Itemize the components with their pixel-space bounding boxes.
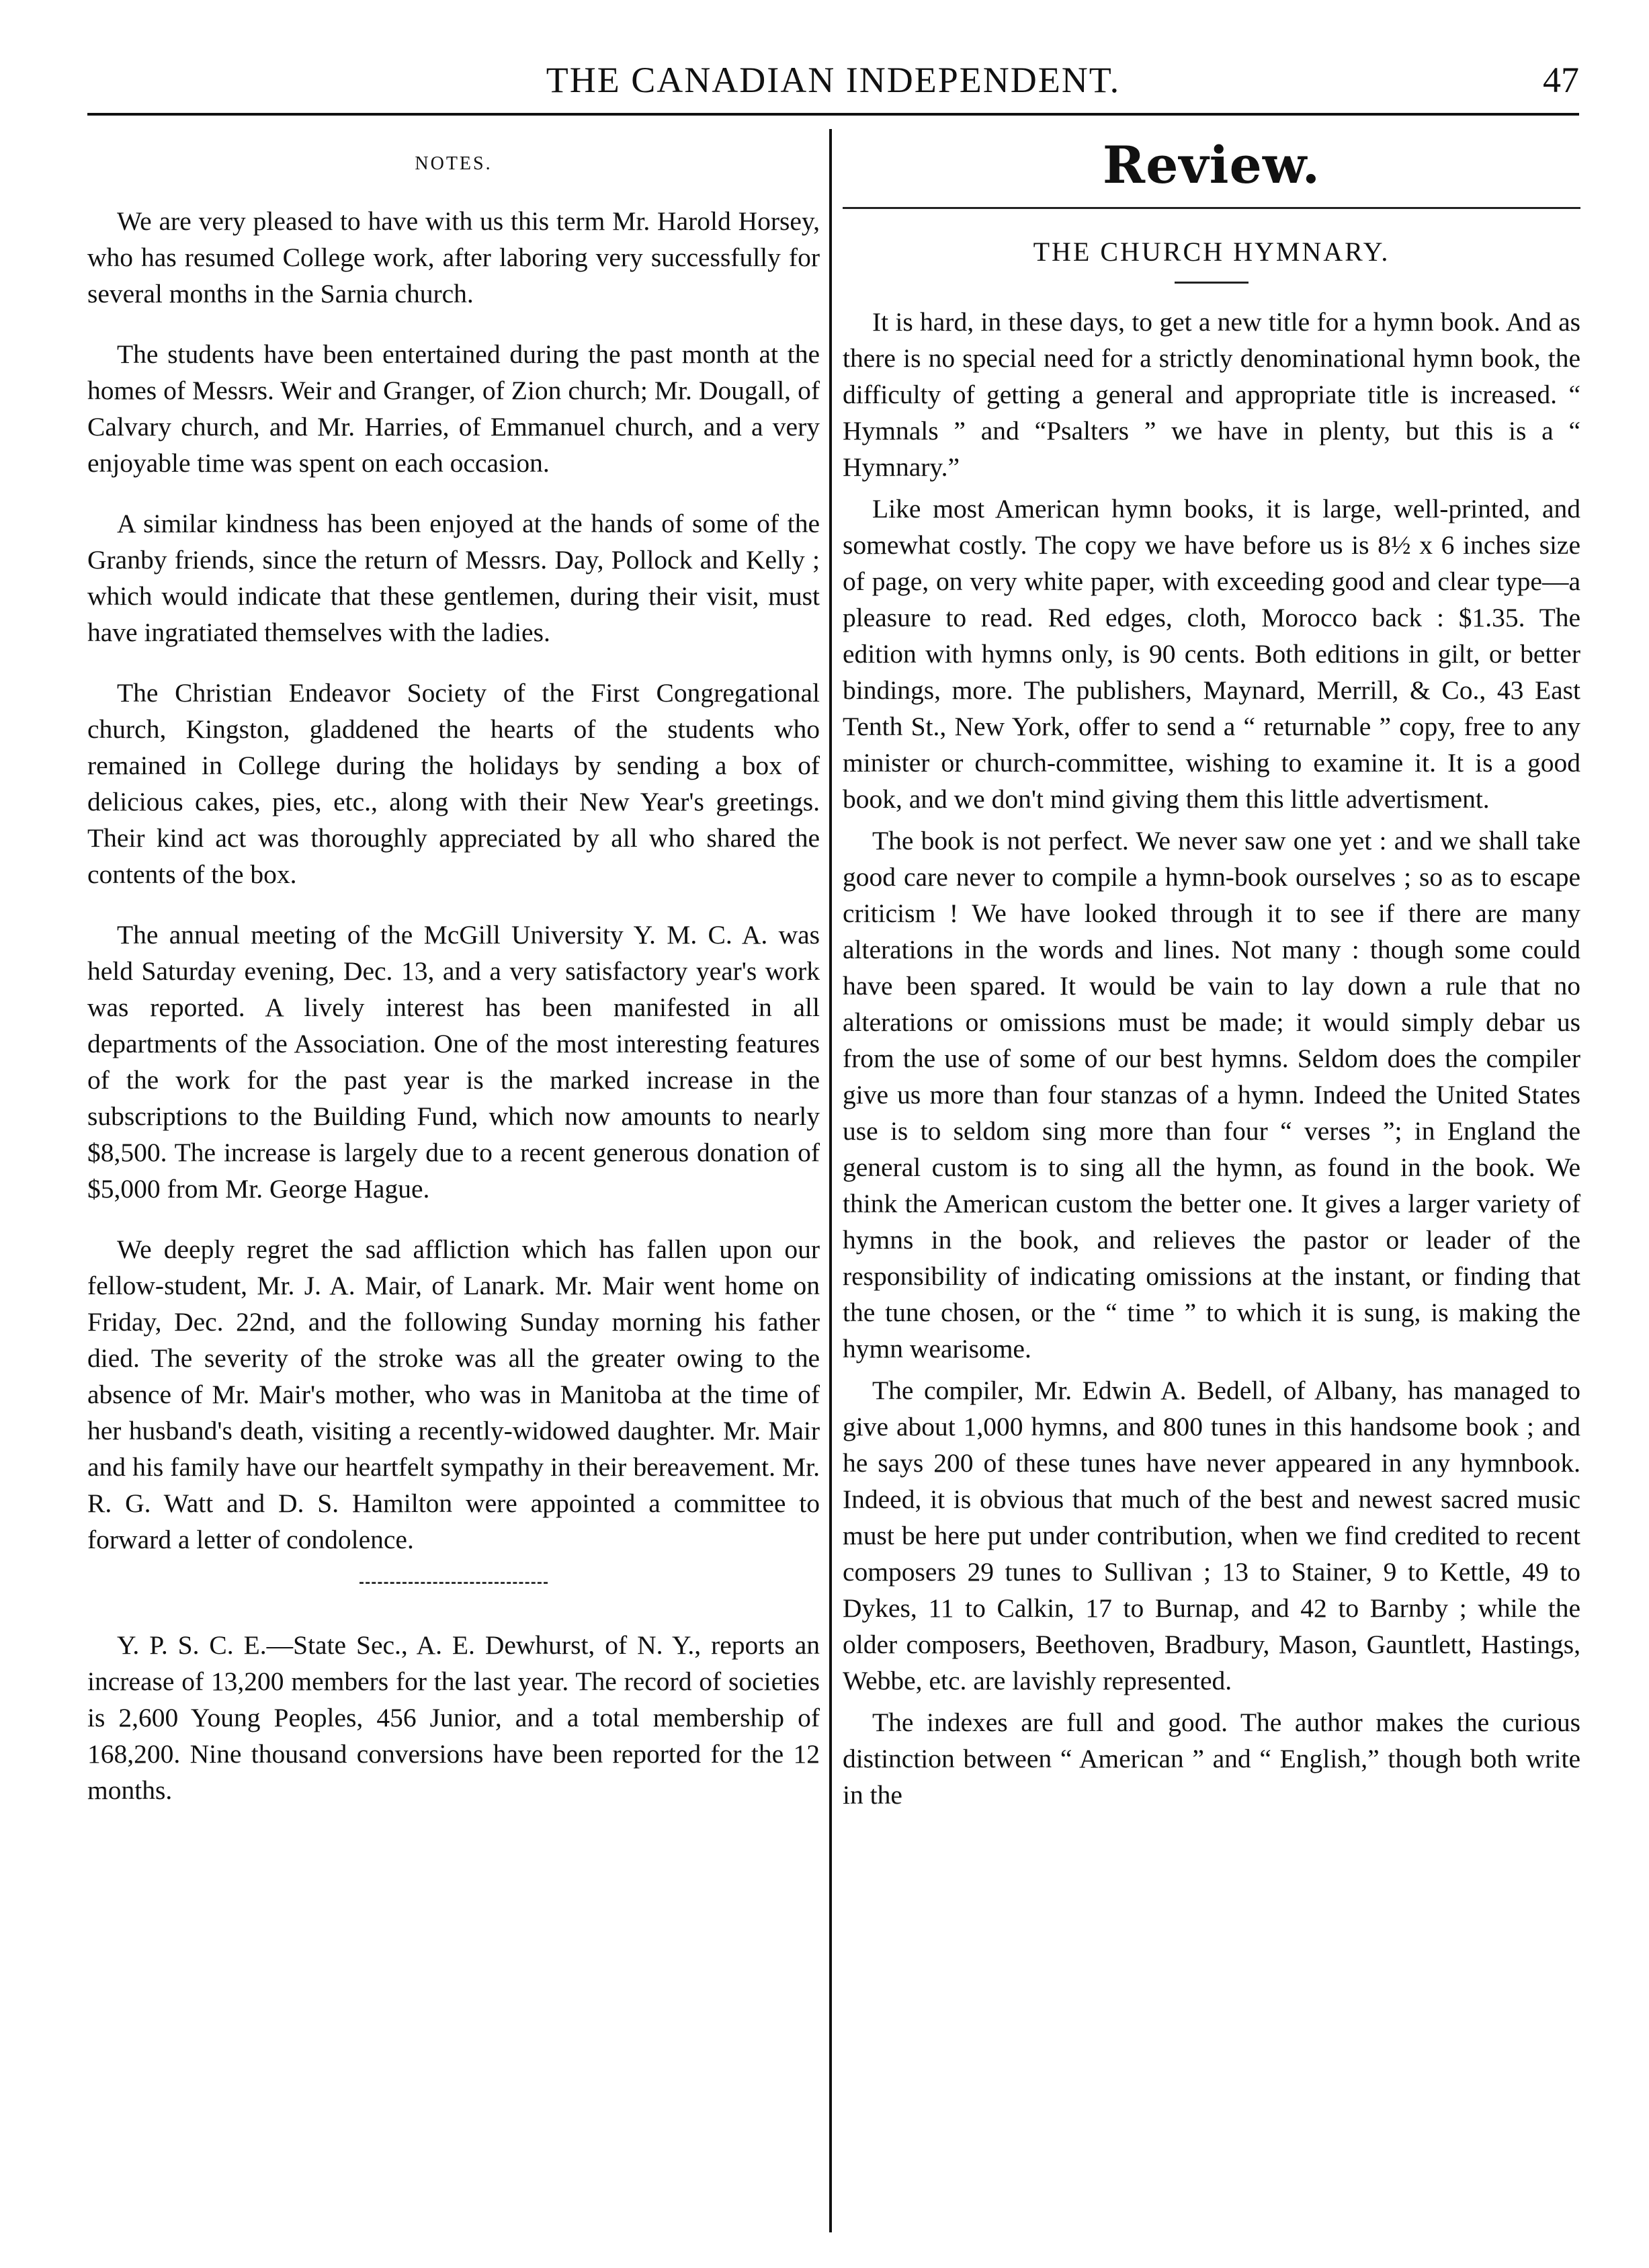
running-head: [87, 52, 1579, 106]
review-paragraph: It is hard, in these days, to get a new title for a hymn book. And as there is no special need for a strictly denominational hymn book, the difficulty of getting a general and appropriate title is increased. “ Hymnals ” and “Psalters ” we have in plenty, but this is a “ Hymnary.”: [843, 307, 1580, 482]
title-rule: [1175, 282, 1249, 284]
review-heading: Review.: [1102, 135, 1321, 195]
notes-paragraph: The annual meeting of the McGill University Y. M. C. A. was held Saturday evening, Dec. 13, and a very satisfactory year's work was reported. A lively interest has been manifested in all departments of the Association. One of the most interesting features of the work for the past year is the marked increase in the subscriptions to the Building Fund, which now amounts to nearly $8,500. The increase is largely due to a recent generous donation of $5,000 from Mr. George Hague.: [87, 920, 820, 1204]
review-paragraph: Like most American hymn books, it is large, well-printed, and somewhat costly. The copy we have before us is 8½ x 6 inches size of page, on very white paper, with exceeding good and clear type—a pleasure to read. Red edges, cloth, Morocco back : $1.35. The edition with hymns only, is 90 cents. Both editions in gilt, or better bindings, more. The publishers, Maynard, Merrill, & Co., 43 East Tenth St., New York, offer to send a “ returnable ” copy, free to any minister or church-committee, wishing to examine it. It is a good book, and we don't mind giving them this little advertisment.: [843, 494, 1580, 814]
notes-paragraph: We are very pleased to have with us this term Mr. Harold Horsey, who has resumed College work, after laboring very successfully for several months in the Sarnia church.: [87, 206, 820, 308]
ypsce-paragraph: Y. P. S. C. E.—State Sec., A. E. Dewhurst, of N. Y., reports an increase of 13,200 members for the last year. The record of societies is 2,600 Young Peoples, 456 Junior, and a total membership of 168,200. Nine thousand conversions have been reported for the 12 months.: [87, 1630, 820, 1805]
left-column: [87, 134, 820, 1833]
journal-title: THE CANADIAN INDEPENDENT.: [546, 60, 1121, 100]
right-column: [843, 134, 1580, 1818]
review-paragraph: The book is not perfect. We never saw one yet : and we shall take good care never to compile a hymn-book ourselves ; so as to escape criticism ! We have looked through it to see if there are many alterations in the words and lines. Not many : though some could have been spared. It would be vain to lay down a rule that no alterations or omissions must be made; it would simply debar us from the use of some of our best hymns. Seldom does the compiler give us more than four stanzas of a hymn. Indeed the United States use is to seldom sing more than four “ verses ”; in England the general custom is to sing all the hymn, as found in the book. We think the American custom the better one. It gives a larger variety of hymns in the book, and relieves the pastor or leader of the responsibility of indicating omissions at the instant, or finding that the tune chosen, or the “ time ” to which it is sung, is making the hymn wearisome.: [843, 826, 1580, 1363]
notes-heading: NOTES.: [415, 153, 493, 174]
column-divider: [829, 129, 832, 2232]
notes-paragraph: We deeply regret the sad affliction which has fallen upon our fellow-student, Mr. J. A. Mair, of Lanark. Mr. Mair went home on Friday, Dec. 22nd, and the following Sunday morning his father died. The severity of the stroke was all the greater owing to the absence of Mr. Mair's mother, who was in Manitoba at the time of her husband's death, visiting a recently-widowed daughter. Mr. Mair and his family have our heartfelt sympathy in their bereavement. Mr. R. G. Watt and D. S. Hamilton were appointed a committee to forward a letter of condolence.: [87, 1234, 820, 1554]
article-title: THE CHURCH HYMNARY.: [1033, 237, 1390, 267]
review-paragraph: The indexes are full and good. The author makes the curious distinction between “ American ” and “ English,” though both write in the: [843, 1708, 1580, 1810]
notes-paragraph: The students have been entertained during the past month at the homes of Messrs. Weir and Granger, of Zion church; Mr. Dougall, of Calvary church, and Mr. Harries, of Emmanuel church, and a very enjoyable time was spent on each occasion.: [87, 339, 820, 478]
header-rule: [87, 113, 1579, 116]
review-paragraph: The compiler, Mr. Edwin A. Bedell, of Albany, has managed to give about 1,000 hymns, and 800 tunes in this handsome book ; and he says 200 of these tunes have never appeared in any hymnbook. Indeed, it is obvious that much of the best and newest sacred music must be here put under contribution, when we find credited to recent composers 29 tunes to Sullivan ; 13 to Stainer, 9 to Kettle, 49 to Dykes, 11 to Calkin, 17 to Burnap, and 42 to Barnby ; while the older composers, Beethoven, Bradbury, Mason, Gauntlett, Hastings, Webbe, etc. are lavishly represented.: [843, 1376, 1580, 1695]
notes-paragraph: The Christian Endeavor Society of the First Congregational church, Kingston, gladdened the hearts of the students who remained in College during the holidays by sending a box of delicious cakes, pies, etc., along with their New Year's greetings. Their kind act was thoroughly appreciated by all who shared the contents of the box.: [87, 678, 820, 889]
notes-paragraph: A similar kindness has been enjoyed at the hands of some of the Granby friends, since the return of Messrs. Day, Pollock and Kelly ; which would indicate that these gentlemen, during their visit, must have ingratiated themselves with the ladies.: [87, 509, 820, 647]
review-rule: [843, 207, 1580, 209]
section-separator: [360, 1582, 548, 1584]
page-number: 47: [1543, 60, 1579, 100]
